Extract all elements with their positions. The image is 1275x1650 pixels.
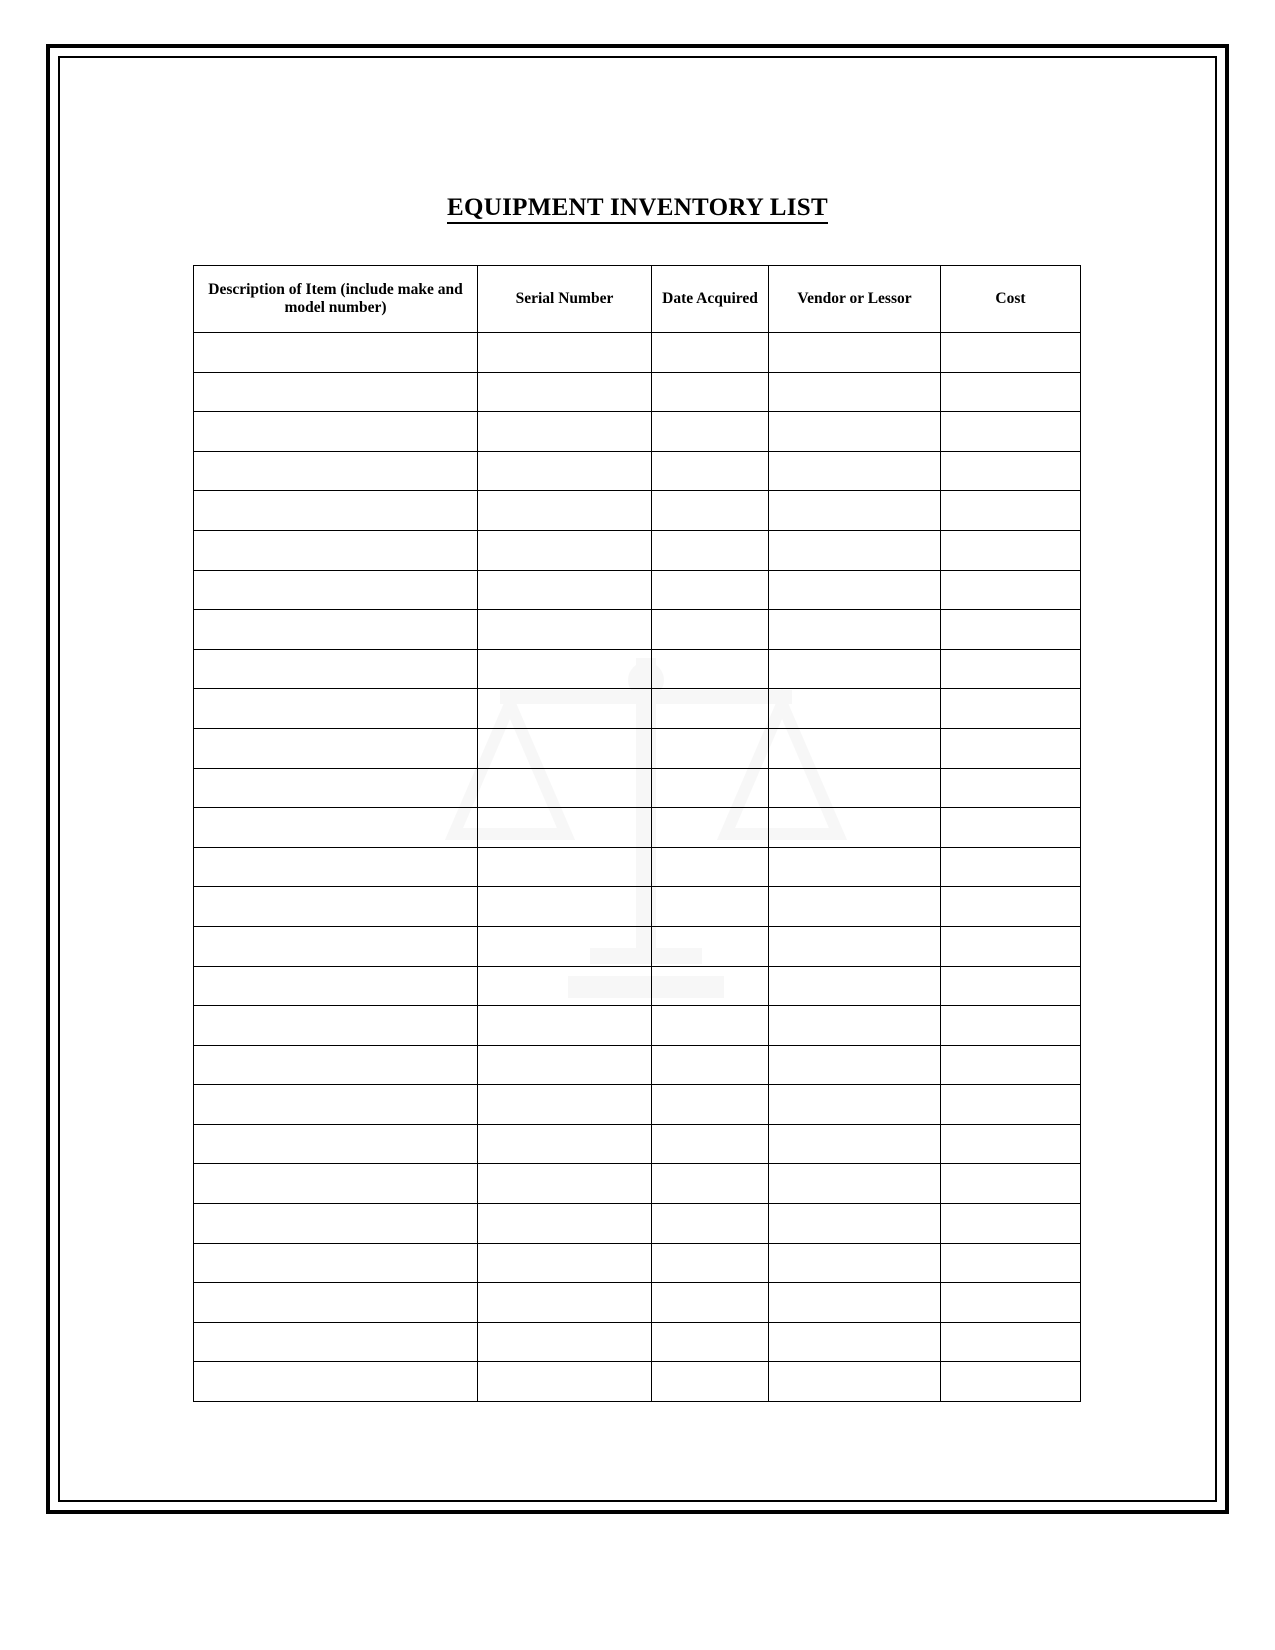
cell-date_acquired[interactable] [652, 491, 769, 531]
cell-description[interactable] [194, 1006, 478, 1046]
table-row [194, 491, 1081, 531]
table-header [194, 266, 1081, 333]
cell-description[interactable] [194, 649, 478, 689]
cell-description[interactable] [194, 372, 478, 412]
cell-cost[interactable] [941, 1204, 1081, 1244]
cell-cost[interactable] [941, 451, 1081, 491]
cell-date_acquired[interactable] [652, 887, 769, 927]
cell-cost[interactable] [941, 926, 1081, 966]
cell-vendor_or_lessor[interactable] [769, 570, 941, 610]
cell-cost[interactable] [941, 372, 1081, 412]
cell-date_acquired[interactable] [652, 1243, 769, 1283]
cell-description[interactable] [194, 847, 478, 887]
cell-serial_number[interactable] [478, 1243, 652, 1283]
cell-serial_number[interactable] [478, 1124, 652, 1164]
table-row [194, 412, 1081, 452]
cell-serial_number[interactable] [478, 1283, 652, 1323]
table-row [194, 333, 1081, 373]
cell-vendor_or_lessor[interactable] [769, 966, 941, 1006]
cell-description[interactable] [194, 808, 478, 848]
table-row [194, 610, 1081, 650]
cell-date_acquired[interactable] [652, 649, 769, 689]
cell-cost[interactable] [941, 649, 1081, 689]
cell-description[interactable] [194, 966, 478, 1006]
cell-serial_number[interactable] [478, 728, 652, 768]
cell-vendor_or_lessor[interactable] [769, 1164, 941, 1204]
cell-date_acquired[interactable] [652, 1322, 769, 1362]
cell-serial_number[interactable] [478, 610, 652, 650]
cell-vendor_or_lessor[interactable] [769, 1085, 941, 1125]
cell-date_acquired[interactable] [652, 372, 769, 412]
cell-vendor_or_lessor[interactable] [769, 1045, 941, 1085]
table-row [194, 530, 1081, 570]
equipment-inventory-table-container [193, 265, 1202, 1402]
table-row [194, 966, 1081, 1006]
cell-cost[interactable] [941, 887, 1081, 927]
table-row [194, 689, 1081, 729]
cell-serial_number[interactable] [478, 689, 652, 729]
table-row [194, 728, 1081, 768]
cell-vendor_or_lessor[interactable] [769, 1283, 941, 1323]
cell-cost[interactable] [941, 1124, 1081, 1164]
table-row [194, 1204, 1081, 1244]
cell-date_acquired[interactable] [652, 1124, 769, 1164]
table-row [194, 1045, 1081, 1085]
table-row [194, 1283, 1081, 1323]
cell-vendor_or_lessor[interactable] [769, 887, 941, 927]
cell-vendor_or_lessor[interactable] [769, 1322, 941, 1362]
cell-cost[interactable] [941, 530, 1081, 570]
cell-cost[interactable] [941, 412, 1081, 452]
cell-serial_number[interactable] [478, 649, 652, 689]
cell-date_acquired[interactable] [652, 847, 769, 887]
cell-cost[interactable] [941, 728, 1081, 768]
cell-serial_number[interactable] [478, 847, 652, 887]
cell-serial_number[interactable] [478, 1006, 652, 1046]
page-border-outer [46, 44, 1229, 1514]
table-row [194, 1124, 1081, 1164]
cell-vendor_or_lessor[interactable] [769, 1243, 941, 1283]
cell-cost[interactable] [941, 966, 1081, 1006]
cell-vendor_or_lessor[interactable] [769, 689, 941, 729]
cell-serial_number[interactable] [478, 412, 652, 452]
table-body [194, 333, 1081, 1402]
table-row [194, 926, 1081, 966]
cell-cost[interactable] [941, 1243, 1081, 1283]
cell-description[interactable] [194, 1283, 478, 1323]
cell-description[interactable] [194, 491, 478, 531]
table-row [194, 649, 1081, 689]
cell-description[interactable] [194, 1322, 478, 1362]
cell-vendor_or_lessor[interactable] [769, 847, 941, 887]
cell-date_acquired[interactable] [652, 1006, 769, 1046]
cell-vendor_or_lessor[interactable] [769, 1204, 941, 1244]
cell-cost[interactable] [941, 1006, 1081, 1046]
cell-cost[interactable] [941, 333, 1081, 373]
cell-date_acquired[interactable] [652, 808, 769, 848]
cell-description[interactable] [194, 1045, 478, 1085]
cell-serial_number[interactable] [478, 530, 652, 570]
table-row [194, 1243, 1081, 1283]
cell-vendor_or_lessor[interactable] [769, 610, 941, 650]
cell-description[interactable] [194, 451, 478, 491]
column-header-vendor-or-lessor: Vendor or Lessor [769, 266, 941, 333]
cell-vendor_or_lessor[interactable] [769, 768, 941, 808]
cell-description[interactable] [194, 412, 478, 452]
cell-description[interactable] [194, 333, 478, 373]
cell-serial_number[interactable] [478, 966, 652, 1006]
table-row [194, 1362, 1081, 1402]
cell-cost[interactable] [941, 1164, 1081, 1204]
page-title-text: EQUIPMENT INVENTORY LIST [447, 194, 828, 224]
page-content [60, 58, 1215, 1500]
cell-date_acquired[interactable] [652, 610, 769, 650]
cell-date_acquired[interactable] [652, 966, 769, 1006]
column-header-cost: Cost [941, 266, 1081, 333]
cell-cost[interactable] [941, 808, 1081, 848]
table-row [194, 768, 1081, 808]
cell-serial_number[interactable] [478, 768, 652, 808]
table-row [194, 451, 1081, 491]
table-header-row [194, 266, 1081, 333]
page-title [60, 194, 1215, 222]
table-row [194, 1006, 1081, 1046]
cell-description[interactable] [194, 768, 478, 808]
cell-vendor_or_lessor[interactable] [769, 451, 941, 491]
table-row [194, 1322, 1081, 1362]
cell-cost[interactable] [941, 1045, 1081, 1085]
cell-serial_number[interactable] [478, 451, 652, 491]
cell-date_acquired[interactable] [652, 1164, 769, 1204]
cell-vendor_or_lessor[interactable] [769, 333, 941, 373]
cell-serial_number[interactable] [478, 1204, 652, 1244]
cell-serial_number[interactable] [478, 1085, 652, 1125]
cell-date_acquired[interactable] [652, 530, 769, 570]
cell-vendor_or_lessor[interactable] [769, 926, 941, 966]
cell-cost[interactable] [941, 491, 1081, 531]
cell-serial_number[interactable] [478, 926, 652, 966]
table-row [194, 372, 1081, 412]
cell-serial_number[interactable] [478, 1362, 652, 1402]
cell-serial_number[interactable] [478, 333, 652, 373]
cell-description[interactable] [194, 1164, 478, 1204]
page-border-inner [58, 56, 1217, 1502]
cell-date_acquired[interactable] [652, 926, 769, 966]
cell-serial_number[interactable] [478, 887, 652, 927]
cell-cost[interactable] [941, 768, 1081, 808]
cell-date_acquired[interactable] [652, 570, 769, 610]
cell-description[interactable] [194, 1124, 478, 1164]
cell-date_acquired[interactable] [652, 1204, 769, 1244]
cell-cost[interactable] [941, 689, 1081, 729]
cell-description[interactable] [194, 887, 478, 927]
cell-vendor_or_lessor[interactable] [769, 1006, 941, 1046]
cell-date_acquired[interactable] [652, 1045, 769, 1085]
table-row [194, 1085, 1081, 1125]
cell-cost[interactable] [941, 1322, 1081, 1362]
cell-description[interactable] [194, 728, 478, 768]
cell-date_acquired[interactable] [652, 1362, 769, 1402]
cell-vendor_or_lessor[interactable] [769, 728, 941, 768]
cell-cost[interactable] [941, 610, 1081, 650]
cell-date_acquired[interactable] [652, 1283, 769, 1323]
cell-description[interactable] [194, 1204, 478, 1244]
cell-vendor_or_lessor[interactable] [769, 1124, 941, 1164]
cell-date_acquired[interactable] [652, 728, 769, 768]
cell-description[interactable] [194, 530, 478, 570]
table-row [194, 570, 1081, 610]
cell-cost[interactable] [941, 1362, 1081, 1402]
cell-description[interactable] [194, 570, 478, 610]
cell-serial_number[interactable] [478, 491, 652, 531]
table-row [194, 808, 1081, 848]
cell-date_acquired[interactable] [652, 768, 769, 808]
cell-cost[interactable] [941, 570, 1081, 610]
cell-description[interactable] [194, 689, 478, 729]
cell-vendor_or_lessor[interactable] [769, 808, 941, 848]
cell-date_acquired[interactable] [652, 451, 769, 491]
cell-description[interactable] [194, 1362, 478, 1402]
cell-serial_number[interactable] [478, 1045, 652, 1085]
table-row [194, 887, 1081, 927]
cell-serial_number[interactable] [478, 570, 652, 610]
cell-serial_number[interactable] [478, 808, 652, 848]
cell-description[interactable] [194, 926, 478, 966]
cell-vendor_or_lessor[interactable] [769, 412, 941, 452]
cell-description[interactable] [194, 1085, 478, 1125]
cell-description[interactable] [194, 610, 478, 650]
cell-cost[interactable] [941, 1283, 1081, 1323]
cell-vendor_or_lessor[interactable] [769, 491, 941, 531]
cell-date_acquired[interactable] [652, 412, 769, 452]
column-header-date-acquired: Date Acquired [652, 266, 769, 333]
cell-cost[interactable] [941, 1085, 1081, 1125]
cell-date_acquired[interactable] [652, 689, 769, 729]
table-row [194, 1164, 1081, 1204]
cell-vendor_or_lessor[interactable] [769, 530, 941, 570]
equipment-inventory-table [193, 265, 1081, 1402]
cell-vendor_or_lessor[interactable] [769, 649, 941, 689]
cell-date_acquired[interactable] [652, 1085, 769, 1125]
table-row [194, 847, 1081, 887]
cell-serial_number[interactable] [478, 372, 652, 412]
cell-serial_number[interactable] [478, 1322, 652, 1362]
cell-date_acquired[interactable] [652, 333, 769, 373]
cell-vendor_or_lessor[interactable] [769, 372, 941, 412]
column-header-serial-number: Serial Number [478, 266, 652, 333]
cell-description[interactable] [194, 1243, 478, 1283]
cell-vendor_or_lessor[interactable] [769, 1362, 941, 1402]
column-header-description: Description of Item (include make and model number) [194, 266, 478, 333]
cell-cost[interactable] [941, 847, 1081, 887]
cell-serial_number[interactable] [478, 1164, 652, 1204]
